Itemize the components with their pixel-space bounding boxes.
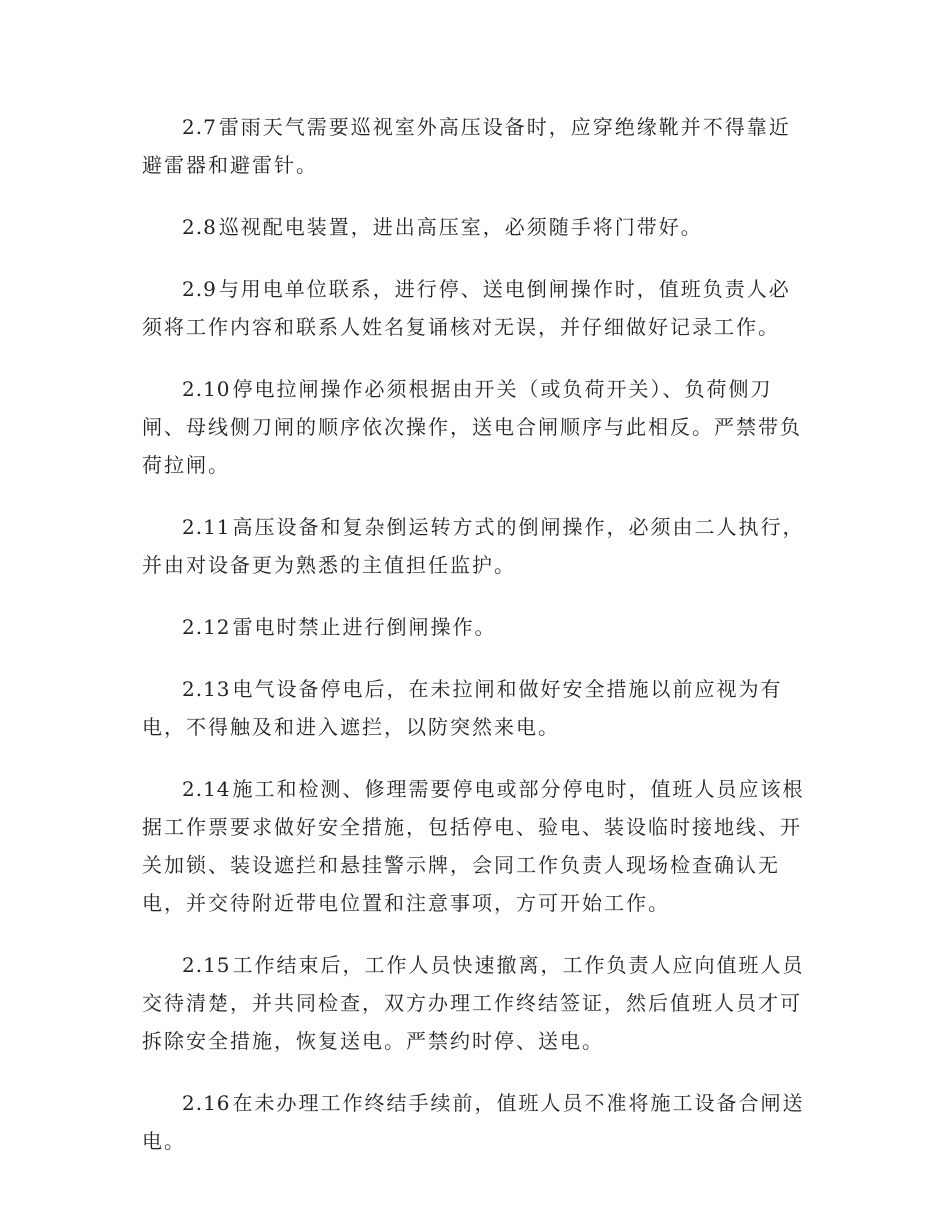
clause-number: 2.11 bbox=[182, 515, 231, 539]
clause-text: 电气设备停电后，在未拉闸和做好安全措施以前应视为有电，不得触及和进入遮拦，以防突然来电。 bbox=[142, 677, 783, 739]
clause-text: 停电拉闸操作必须根据由开关（或负荷开关）、负荷侧刀闸、母线侧刀闸的顺序依次操作，送电合闸顺序与此相反。严禁带负荷拉闸。 bbox=[142, 377, 802, 477]
clause-text: 与用电单位联系，进行停、送电倒闸操作时，值班负责人必须将工作内容和联系人姓名复诵核对无误，并仔细做好记录工作。 bbox=[142, 277, 791, 339]
paragraph-2-11 bbox=[142, 508, 810, 584]
clause-number: 2.13 bbox=[182, 677, 231, 701]
paragraph-2-16 bbox=[142, 1084, 810, 1160]
clause-number: 2.10 bbox=[182, 377, 231, 401]
paragraph-2-8 bbox=[142, 208, 810, 246]
clause-number: 2.7 bbox=[182, 115, 217, 139]
clause-text: 巡视配电装置，进出高压室，必须随手将门带好。 bbox=[218, 215, 703, 239]
paragraph-2-12 bbox=[142, 608, 810, 646]
clause-text: 在未办理工作终结手续前，值班人员不准将施工设备合闸送电。 bbox=[142, 1091, 805, 1153]
paragraph-2-10 bbox=[142, 370, 810, 484]
clause-number: 2.14 bbox=[182, 777, 231, 801]
clause-text: 施工和检测、修理需要停电或部分停电时，值班人员应该根据工作票要求做好安全措施，包括停电、验电、装设临时接地线、开关加锁、装设遮拦和悬挂警示牌，会同工作负责人现场检查确认无电，并交待附近带电位置和注意事项，方可开始工作。 bbox=[142, 777, 805, 915]
clause-number: 2.9 bbox=[182, 277, 217, 301]
clause-text: 雷电时禁止进行倒闸操作。 bbox=[232, 615, 497, 639]
clause-text: 雷雨天气需要巡视室外高压设备时，应穿绝缘靴并不得靠近避雷器和避雷针。 bbox=[142, 115, 791, 177]
paragraph-2-7 bbox=[142, 108, 810, 184]
clause-number: 2.16 bbox=[182, 1091, 231, 1115]
clause-text: 高压设备和复杂倒运转方式的倒闸操作，必须由二人执行，并由对设备更为熟悉的主值担任监护。 bbox=[142, 515, 805, 577]
clause-text: 工作结束后，工作人员快速撤离，工作负责人应向值班人员交待清楚，并共同检查，双方办理工作终结签证，然后值班人员才可拆除安全措施，恢复送电。严禁约时停、送电。 bbox=[142, 953, 805, 1053]
paragraph-2-15 bbox=[142, 946, 810, 1060]
paragraph-2-14 bbox=[142, 770, 810, 922]
clause-number: 2.8 bbox=[182, 215, 217, 239]
clause-number: 2.15 bbox=[182, 953, 231, 977]
paragraph-2-13 bbox=[142, 670, 810, 746]
paragraph-2-9 bbox=[142, 270, 810, 346]
document-body bbox=[142, 108, 810, 1184]
clause-number: 2.12 bbox=[182, 615, 231, 639]
